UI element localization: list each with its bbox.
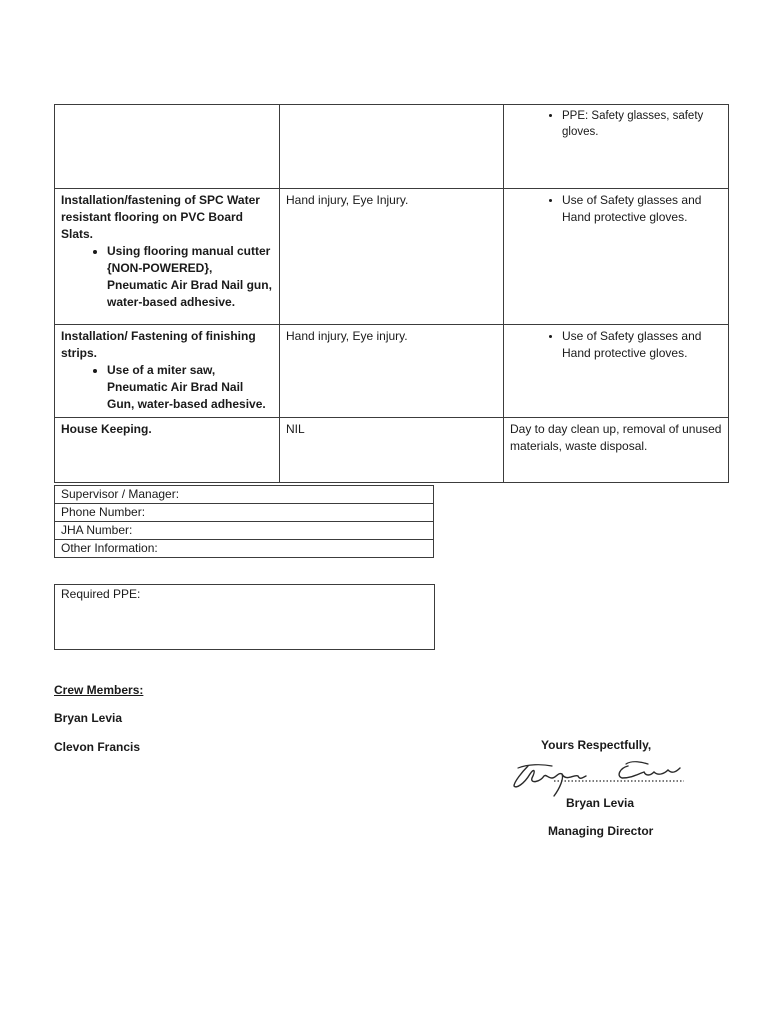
control-cell <box>504 418 729 483</box>
task-bullet-list <box>61 243 273 311</box>
task-description: House Keeping. <box>61 422 152 436</box>
contact-info-table <box>54 485 434 558</box>
signatory-title: Managing Director <box>548 824 654 838</box>
task-cell <box>55 189 280 325</box>
hazard-cell <box>280 418 504 483</box>
crew-member-name: Bryan Levia <box>54 711 123 725</box>
control-bullet: • PPE: Safety glasses, safety gloves. <box>562 108 722 140</box>
crew-member-name: Clevon Francis <box>54 740 141 754</box>
crew-members-heading: Crew Members: <box>54 683 144 697</box>
task-description: Installation/ Fastening of finishing strips. <box>61 329 256 360</box>
hazard-text: NIL <box>286 422 305 436</box>
signature-closing: Yours Respectfully, <box>541 738 652 752</box>
control-cell <box>504 105 729 189</box>
hazard-row <box>55 105 729 189</box>
task-description: Installation/fastening of SPC Water resistant flooring on PVC Board Slats. <box>61 193 260 241</box>
required-ppe-label: Required PPE: <box>61 587 141 601</box>
phone-number-label: Phone Number: <box>55 504 434 522</box>
task-cell <box>55 418 280 483</box>
handwritten-signature <box>508 756 688 800</box>
signatory-name: Bryan Levia <box>566 796 635 810</box>
supervisor-label: Supervisor / Manager: <box>55 486 434 504</box>
task-bullet-list <box>61 362 273 413</box>
control-bullet-list <box>510 192 722 226</box>
hazard-row <box>55 325 729 418</box>
task-bullet: • Use of a miter saw, Pneumatic Air Brad Nail Gun, water-based adhesive. <box>107 362 273 413</box>
hazard-text: Hand injury, Eye injury. <box>286 329 408 343</box>
hazard-row <box>55 418 729 483</box>
other-information-label: Other Information: <box>55 540 434 558</box>
task-bullet: • Using flooring manual cutter {NON-POWERED}, Pneumatic Air Brad Nail gun, water-based adhesive. <box>107 243 273 311</box>
control-cell <box>504 189 729 325</box>
control-bullet: • Use of Safety glasses and Hand protective gloves. <box>562 192 722 226</box>
task-cell <box>55 325 280 418</box>
control-cell <box>504 325 729 418</box>
control-bullet-list <box>510 328 722 362</box>
control-bullet-list <box>510 108 722 140</box>
hazard-cell <box>280 189 504 325</box>
hazard-row <box>55 189 729 325</box>
control-text: Day to day clean up, removal of unused materials, waste disposal. <box>510 422 722 453</box>
job-hazard-table <box>54 104 729 483</box>
jha-number-label: JHA Number: <box>55 522 434 540</box>
task-cell <box>55 105 280 189</box>
required-ppe-box <box>54 584 435 650</box>
hazard-cell <box>280 105 504 189</box>
hazard-cell <box>280 325 504 418</box>
control-bullet: • Use of Safety glasses and Hand protective gloves. <box>562 328 722 362</box>
hazard-text: Hand injury, Eye Injury. <box>286 193 409 207</box>
